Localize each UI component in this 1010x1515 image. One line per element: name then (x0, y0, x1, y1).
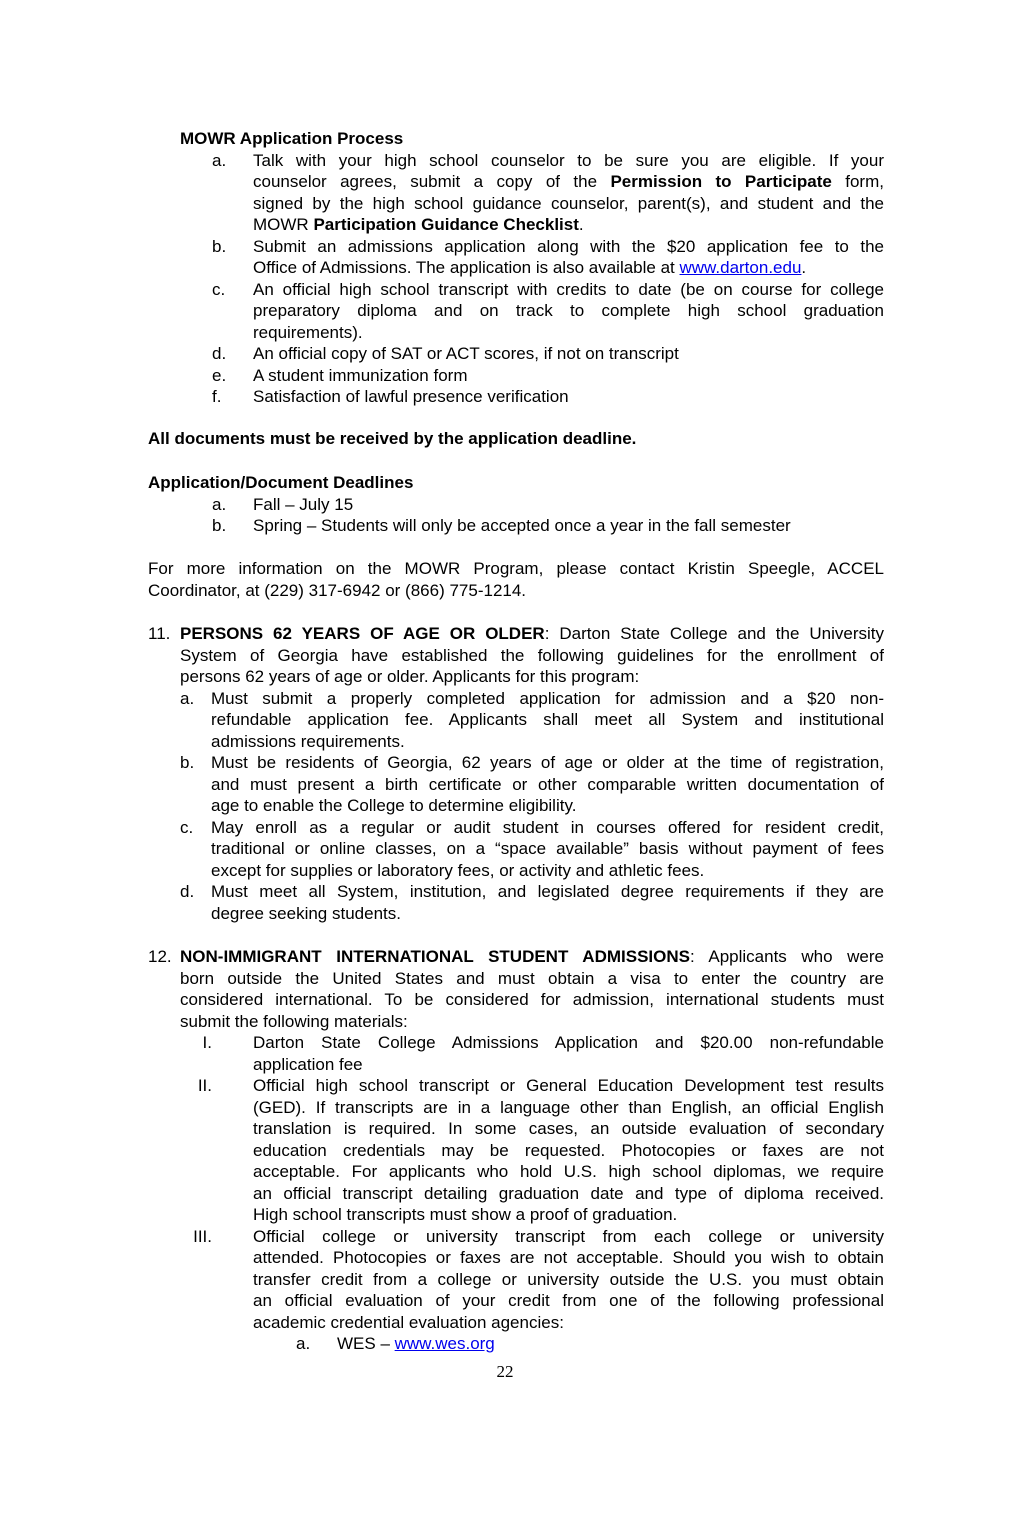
text-run: an official transcript detailing graduation date and type of diploma received. (253, 1183, 884, 1203)
section-number: 12. (148, 947, 172, 966)
section-11-item-line (211, 903, 401, 924)
section-12-item-line (253, 1075, 884, 1096)
section-11-marker (180, 752, 194, 773)
text-run: an official evaluation of your credit from one of the following professional (253, 1291, 884, 1310)
deadline-text: Fall – July 15 (253, 494, 354, 514)
deadline-note (148, 428, 636, 449)
list-marker: b. (212, 236, 227, 256)
text-run: Official college or university transcript from each college or university (253, 1226, 884, 1246)
section-11-number (148, 623, 170, 644)
text-run: requirements). (253, 322, 363, 342)
section-11-intro-line (180, 666, 639, 687)
text-run: MOWR (253, 215, 314, 234)
text-run: Talk with your high school counselor to be sure you are eligible. If your (253, 150, 884, 170)
section-11-item-line (211, 774, 884, 795)
mowr-item-marker (212, 279, 225, 300)
deadline-item (253, 494, 353, 515)
mowr-item-marker (212, 343, 226, 364)
section-11-marker (180, 817, 193, 838)
mowr-item-line (253, 193, 884, 214)
section-12-item-line (253, 1118, 884, 1139)
mowr-item-marker (212, 365, 226, 386)
section-12-title-line (180, 946, 884, 967)
deadline-marker (212, 515, 226, 536)
deadlines-heading (148, 472, 413, 493)
text-run: submit the following materials: (180, 1011, 408, 1031)
text-run: : Applicants who were (689, 947, 884, 966)
mowr-item-marker (212, 236, 226, 257)
agency-name: WES – (337, 1334, 395, 1353)
section-11-item-line (211, 752, 884, 773)
text-run: A student immunization form (253, 365, 468, 385)
text-run: Must submit a properly completed application for admission and a $20 non- (211, 688, 884, 708)
section-11-intro-line (180, 645, 884, 666)
mowr-heading-text: MOWR Application Process (180, 129, 404, 148)
section-12-intro-line (180, 968, 884, 989)
section-12-number (148, 946, 172, 967)
mowr-item-line (253, 257, 806, 278)
text-run: An official copy of SAT or ACT scores, if not on transcript (253, 344, 679, 363)
mowr-item-line (253, 150, 884, 171)
mowr-item-line (253, 214, 584, 235)
agency-line (337, 1333, 495, 1354)
mowr-item-line (253, 279, 884, 300)
list-marker: b. (212, 516, 227, 535)
deadlines-heading-text: Application/Document Deadlines (148, 473, 414, 492)
text-run: . (801, 258, 807, 277)
mowr-item-line (253, 365, 467, 386)
text-run: degree seeking students. (211, 903, 401, 923)
mowr-item-line (253, 386, 569, 407)
text-run: acceptable. For applicants who hold U.S. high school diplomas, we require (253, 1162, 884, 1181)
text-run: transfer credit from a college or university outside the U.S. you must obtain (253, 1269, 884, 1289)
section-12-item-line (253, 1183, 884, 1204)
agency-marker (296, 1333, 310, 1354)
section-11-title-line (180, 623, 884, 644)
text-run: Official high school transcript or General Education Development test results (253, 1076, 884, 1095)
section-12-item-line (253, 1269, 884, 1290)
text-run: traditional or online classes, on a “space available” basis without payment of fees (211, 839, 884, 858)
list-marker: a. (296, 1334, 311, 1353)
section-11-item-line (211, 709, 884, 730)
section-11-title: PERSONS 62 YEARS OF AGE OR OLDER (180, 624, 545, 643)
section-11-marker (180, 881, 194, 902)
list-marker: b. (180, 753, 195, 772)
section-11-item-line (211, 838, 884, 859)
list-marker: a. (212, 150, 227, 170)
text-run: and must present a birth certificate or other comparable written documentation of (211, 774, 884, 794)
text-run: Must meet all System, institution, and legislated degree requirements if they are (211, 882, 884, 901)
text-run: translation is required. In some cases, an outside evaluation of secondary (253, 1119, 884, 1138)
section-12-item-line (253, 1290, 884, 1311)
section-11-marker (180, 688, 194, 709)
section-11-item-line (211, 881, 884, 902)
mowr-item-line (253, 322, 363, 343)
text-run: System of Georgia have established the following guidelines for the enrollment of (180, 645, 884, 665)
text-run: academic credential evaluation agencies: (253, 1312, 564, 1332)
list-marker: f. (212, 387, 222, 406)
section-12-item-line (253, 1032, 884, 1053)
deadline-note-text: All documents must be received by the application deadline. (148, 429, 637, 448)
text-run: High school transcripts must show a proof of graduation. (253, 1205, 678, 1224)
list-marker: d. (180, 882, 195, 901)
text-run: refundable application fee. Applicants shall meet all System and institutional (211, 710, 884, 729)
mowr-item-line (253, 300, 884, 321)
text-run: An official high school transcript with credits to date (be on course for college (253, 279, 884, 299)
section-12-item-line (253, 1140, 884, 1161)
deadline-item (253, 515, 791, 536)
text-run: counselor agrees, submit a copy of the (253, 172, 611, 191)
section-12-title: NON-IMMIGRANT INTERNATIONAL STUDENT ADMISSIONS (180, 947, 690, 966)
contact-text: Coordinator, at (229) 317-6942 or (866) 775-1214. (148, 580, 527, 600)
text-run: May enroll as a regular or audit student in courses offered for resident credit, (211, 817, 884, 837)
section-11-item-line (211, 795, 576, 816)
text-run: admissions requirements. (211, 731, 405, 751)
text-run: Darton State College Admissions Application and $20.00 non-refundable (253, 1033, 884, 1052)
text-run: Submit an admissions application along with the $20 application fee to the (253, 236, 884, 256)
list-marker: d. (212, 344, 227, 363)
mowr-item-line (253, 171, 884, 192)
section-11-item-line (211, 688, 884, 709)
section-12-item-line (253, 1161, 884, 1182)
text-run: (GED). If transcripts are in a language other than English, an official English (253, 1097, 884, 1117)
list-marker: c. (212, 279, 226, 299)
deadline-text: Spring – Students will only be accepted once a year in the fall semester (253, 516, 791, 535)
deadline-marker (212, 494, 226, 515)
text-run: attended. Photocopies or faxes are not acceptable. Should you wish to obtain (253, 1248, 884, 1267)
contact-line (148, 580, 526, 601)
text-run: persons 62 years of age or older. Applicants for this program: (180, 667, 640, 686)
mowr-item-marker (212, 386, 221, 407)
mowr-item-line (253, 343, 679, 364)
text-run: Satisfaction of lawful presence verification (253, 387, 569, 406)
roman-numeral-marker: II. (197, 1076, 212, 1095)
list-marker: c. (180, 817, 194, 837)
wes-website-link[interactable]: www.wes.org (394, 1334, 495, 1353)
mowr-item-marker (212, 150, 226, 171)
section-12-item-line (253, 1204, 677, 1225)
contact-text: For more information on the MOWR Program, please contact Kristin Speegle, ACCEL (148, 559, 884, 578)
text-run: form, (831, 172, 884, 191)
text-run: except for supplies or laboratory fees, or activity and athletic fees. (211, 860, 705, 880)
section-number: 11. (148, 624, 171, 643)
text-run: preparatory diploma and on track to complete high school graduation (253, 301, 884, 320)
roman-numeral-marker: I. (202, 1033, 212, 1052)
section-11-item-line (211, 817, 884, 838)
text-run: . (578, 215, 584, 234)
section-12-intro-line (180, 989, 884, 1010)
section-11-item-line (211, 860, 704, 881)
list-marker: e. (212, 365, 227, 385)
roman-numeral-marker: III. (193, 1226, 212, 1246)
page-number: 22 (496, 1362, 514, 1381)
text-run: application fee (253, 1054, 363, 1074)
contact-line (148, 558, 884, 579)
mowr-item-line (253, 236, 884, 257)
darton-website-link[interactable]: www.darton.edu (679, 258, 802, 277)
text-run: : Darton State College and the University (544, 624, 884, 643)
text-run: born outside the United States and must obtain a visa to enter the country are (180, 968, 884, 988)
text-run: signed by the high school guidance counselor, parent(s), and student and the (253, 193, 884, 213)
section-12-item-line (253, 1097, 884, 1118)
text-run: age to enable the College to determine eligibility. (211, 796, 577, 815)
text-run: education credentials may be requested. Photocopies or faxes are not (253, 1140, 884, 1160)
bold-term: Participation Guidance Checklist (313, 215, 579, 234)
section-12-item-line (253, 1226, 884, 1247)
section-12-item-line (253, 1312, 564, 1333)
mowr-heading (180, 128, 403, 149)
section-11-item-line (211, 731, 405, 752)
text-run: Office of Admissions. The application is also available at (253, 258, 680, 277)
bold-term: Permission to Participate (610, 172, 832, 191)
text-run: Must be residents of Georgia, 62 years of age or older at the time of registration, (211, 753, 884, 772)
section-12-item-line (253, 1247, 884, 1268)
text-run: considered international. To be considered for admission, international students must (180, 990, 884, 1009)
list-marker: a. (180, 688, 195, 708)
list-marker: a. (212, 494, 227, 514)
section-12-item-line (253, 1054, 363, 1075)
section-12-intro-line (180, 1011, 408, 1032)
